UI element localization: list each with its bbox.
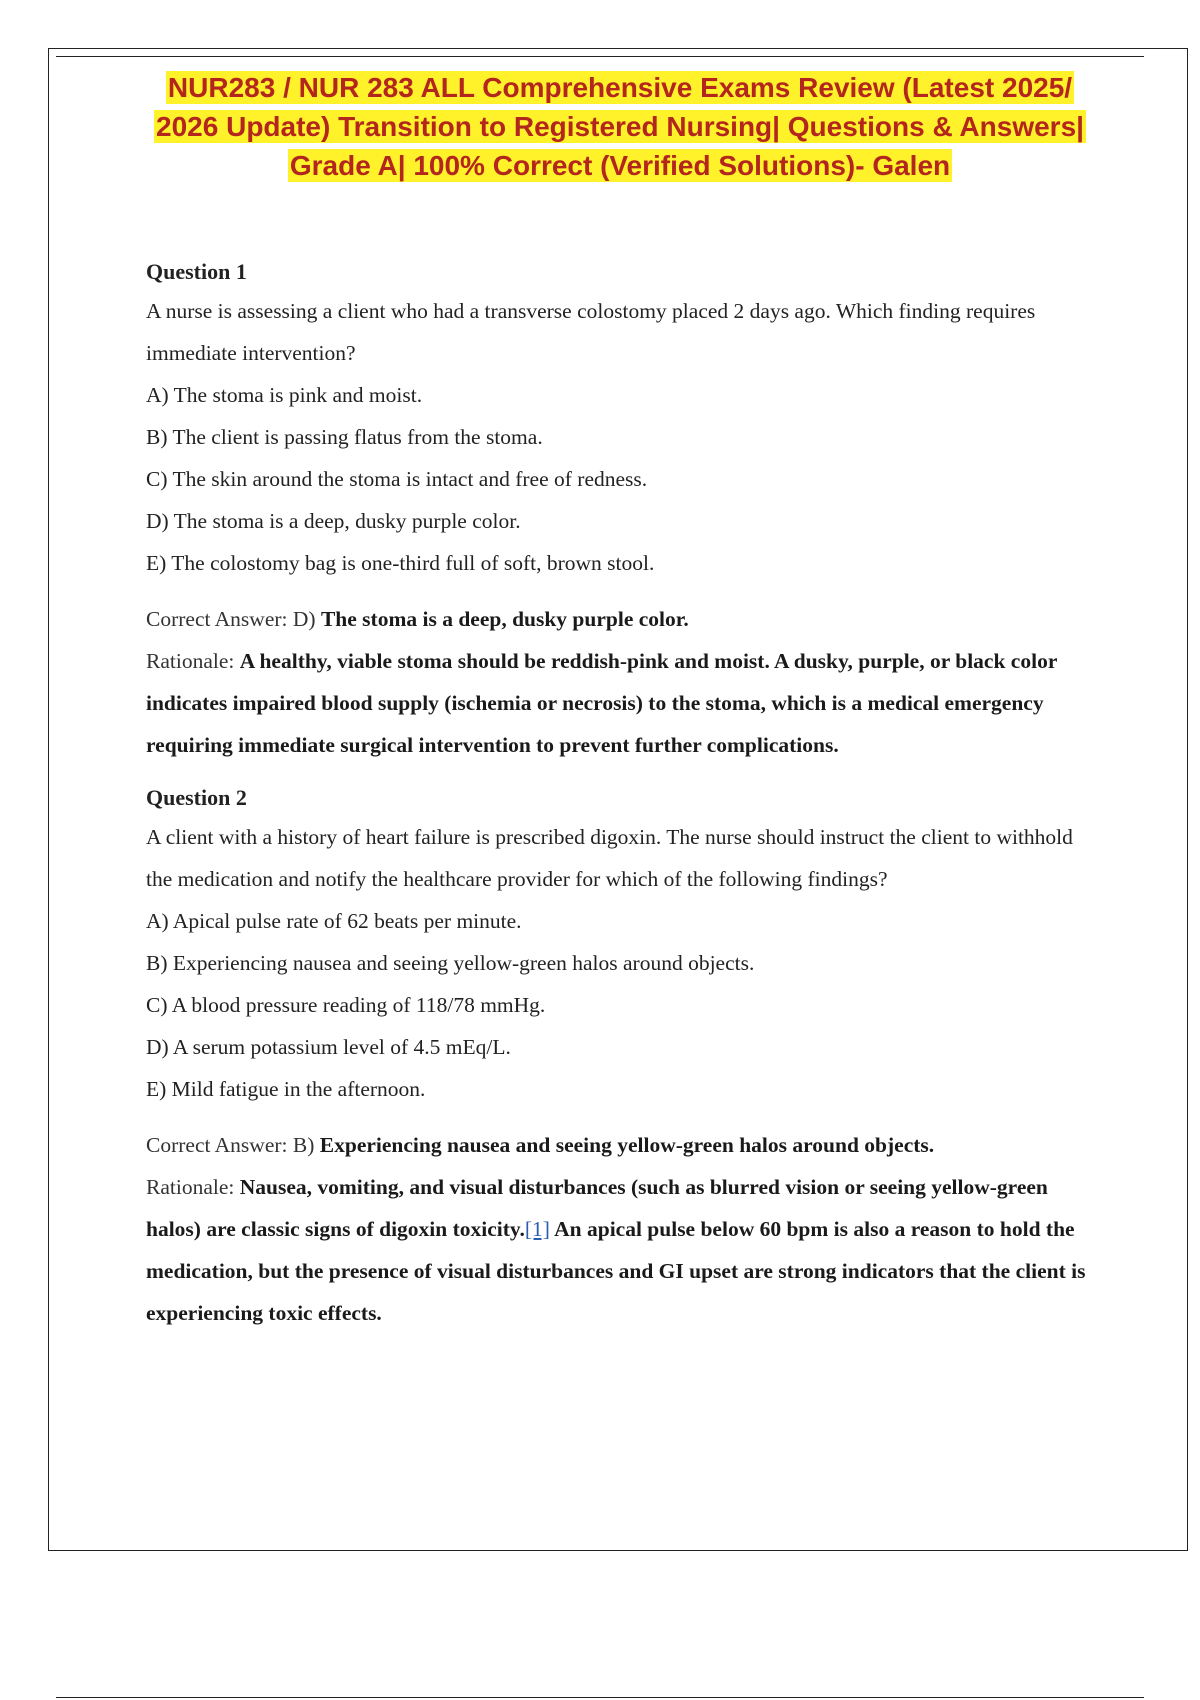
option-a: A) The stoma is pink and moist. (146, 383, 423, 407)
questions-content (146, 256, 1096, 1334)
correct-answer (146, 598, 1096, 640)
rationale-text: A healthy, viable stoma should be reddish-pink and moist. A dusky, purple, or black color indicates impaired blood supply (ischemia or necrosis) to the stoma, which is a medical emergency requiring immediate surgical intervention to prevent further complications. (146, 649, 1057, 757)
option-c: C) The skin around the stoma is intact and free of redness. (146, 467, 648, 491)
option-d: D) A serum potassium level of 4.5 mEq/L. (146, 1035, 511, 1059)
rationale-text-part2: An apical pulse below 60 bpm is also a reason to hold the medication, but the presence of visual disturbances and GI upset are strong indicators that the client is experiencing toxic effects. (146, 1217, 1086, 1325)
reference-link[interactable]: [1] (524, 1217, 550, 1241)
rationale (146, 1166, 1096, 1334)
correct-answer-text: Experiencing nausea and seeing yellow-green halos around objects. (319, 1133, 935, 1157)
correct-answer-label: Correct Answer: B) (146, 1133, 320, 1157)
title-line-1: NUR283 / NUR 283 ALL Comprehensive Exams Review (Latest 2025/ (167, 72, 1073, 103)
correct-answer (146, 1124, 1096, 1166)
header-rule (56, 56, 1144, 57)
footer-rule (56, 1697, 1144, 1698)
question-heading: Question 1 (146, 259, 247, 284)
option-a: A) Apical pulse rate of 62 beats per minute. (146, 909, 522, 933)
option-e: E) Mild fatigue in the afternoon. (146, 1077, 426, 1101)
question-spacer (146, 766, 1096, 782)
question-stem: A nurse is assessing a client who had a transverse colostomy placed 2 days ago. Which finding requires immediate intervention? (146, 299, 1036, 365)
answer-block (146, 1124, 1096, 1334)
rationale (146, 640, 1096, 766)
title-line-2: 2026 Update) Transition to Registered Nursing| Questions & Answers| (156, 111, 1084, 142)
rationale-text-part1: Nausea, vomiting, and visual disturbances (such as blurred vision or seeing yellow-green halos) are classic signs of digoxin toxicity. (146, 1175, 1048, 1241)
option-d: D) The stoma is a deep, dusky purple color. (146, 509, 521, 533)
option-e: E) The colostomy bag is one-third full of soft, brown stool. (146, 551, 655, 575)
title-line-3: Grade A| 100% Correct (Verified Solutions)- Galen (289, 150, 951, 181)
answer-block (146, 598, 1096, 766)
document-title (100, 68, 1140, 185)
rationale-label: Rationale: (146, 1175, 240, 1199)
rationale-label: Rationale: (146, 649, 240, 673)
option-c: C) A blood pressure reading of 118/78 mmHg. (146, 993, 546, 1017)
question-block-2 (146, 782, 1096, 1334)
correct-answer-label: Correct Answer: D) (146, 607, 321, 631)
question-stem: A client with a history of heart failure is prescribed digoxin. The nurse should instruct the client to withhold the medication and notify the healthcare provider for which of the following findings? (146, 825, 1073, 891)
question-block-1 (146, 256, 1096, 766)
correct-answer-text: The stoma is a deep, dusky purple color. (320, 607, 689, 631)
option-b: B) The client is passing flatus from the stoma. (146, 425, 543, 449)
option-b: B) Experiencing nausea and seeing yellow-green halos around objects. (146, 951, 755, 975)
question-heading: Question 2 (146, 785, 247, 810)
